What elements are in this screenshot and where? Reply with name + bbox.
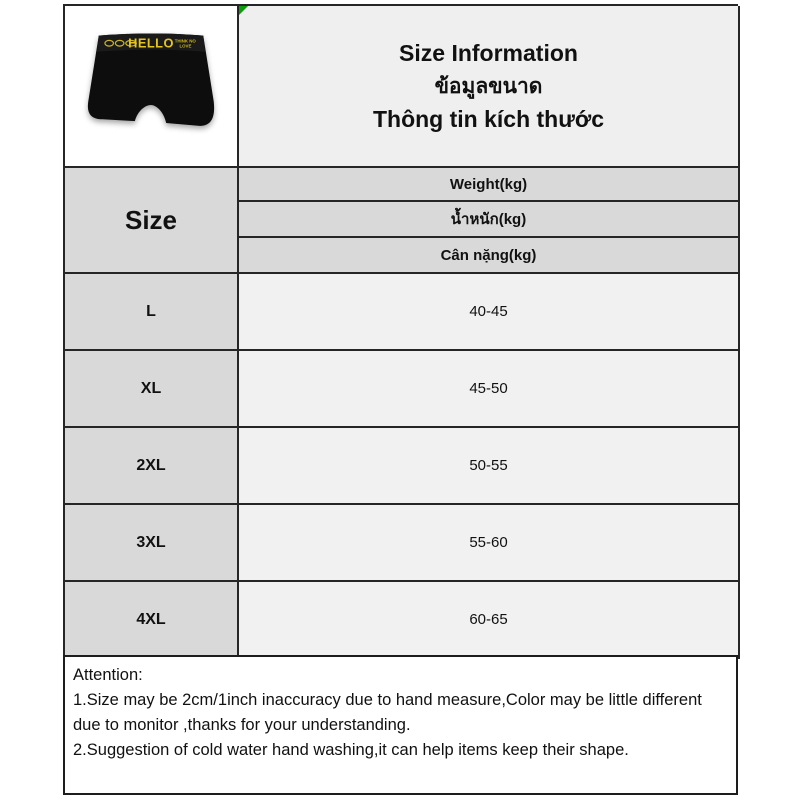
- attention-item-2: 2.Suggestion of cold water hand washing,it can help items keep their shape.: [73, 741, 629, 759]
- boxer-briefs-image: [75, 23, 227, 149]
- attention-heading: Attention:: [73, 666, 143, 684]
- size-column-header: Size: [65, 168, 239, 274]
- title-english: Size Information: [399, 39, 578, 66]
- weight-header-vi: Cân nặng(kg): [239, 238, 740, 274]
- title-vietnamese: Thông tin kích thước: [372, 105, 605, 132]
- waistband-small-text-2: LOVE: [179, 43, 192, 49]
- weight-header-en: Weight(kg): [239, 168, 740, 202]
- weight-value-4XL: 60-65: [239, 582, 740, 659]
- title-thai: ข้อมูลขนาด: [434, 74, 543, 98]
- size-label-3XL: 3XL: [65, 505, 239, 582]
- weight-value-XL: 45-50: [239, 351, 740, 428]
- weight-value-L: 40-45: [239, 274, 740, 351]
- size-label-4XL: 4XL: [65, 582, 239, 659]
- attention-item-1: 1.Size may be 2cm/1inch inaccuracy due to hand measure,Color may be little different due to monitor ,thanks for your understanding.: [73, 691, 702, 734]
- size-label-2XL: 2XL: [65, 428, 239, 505]
- title-cell: [239, 6, 740, 168]
- weight-value-3XL: 55-60: [239, 505, 740, 582]
- brand-logo-text: HELLO: [128, 35, 174, 51]
- size-label-XL: XL: [65, 351, 239, 428]
- product-image-cell: [65, 6, 239, 168]
- size-table: [63, 4, 738, 659]
- attention-note-box: [63, 655, 738, 795]
- green-corner-marker-icon: [239, 6, 248, 15]
- size-label-L: L: [65, 274, 239, 351]
- weight-value-2XL: 50-55: [239, 428, 740, 505]
- weight-header-th: น้ำหนัก(kg): [239, 202, 740, 238]
- waistband-small-text-1: THINK NO: [174, 38, 196, 44]
